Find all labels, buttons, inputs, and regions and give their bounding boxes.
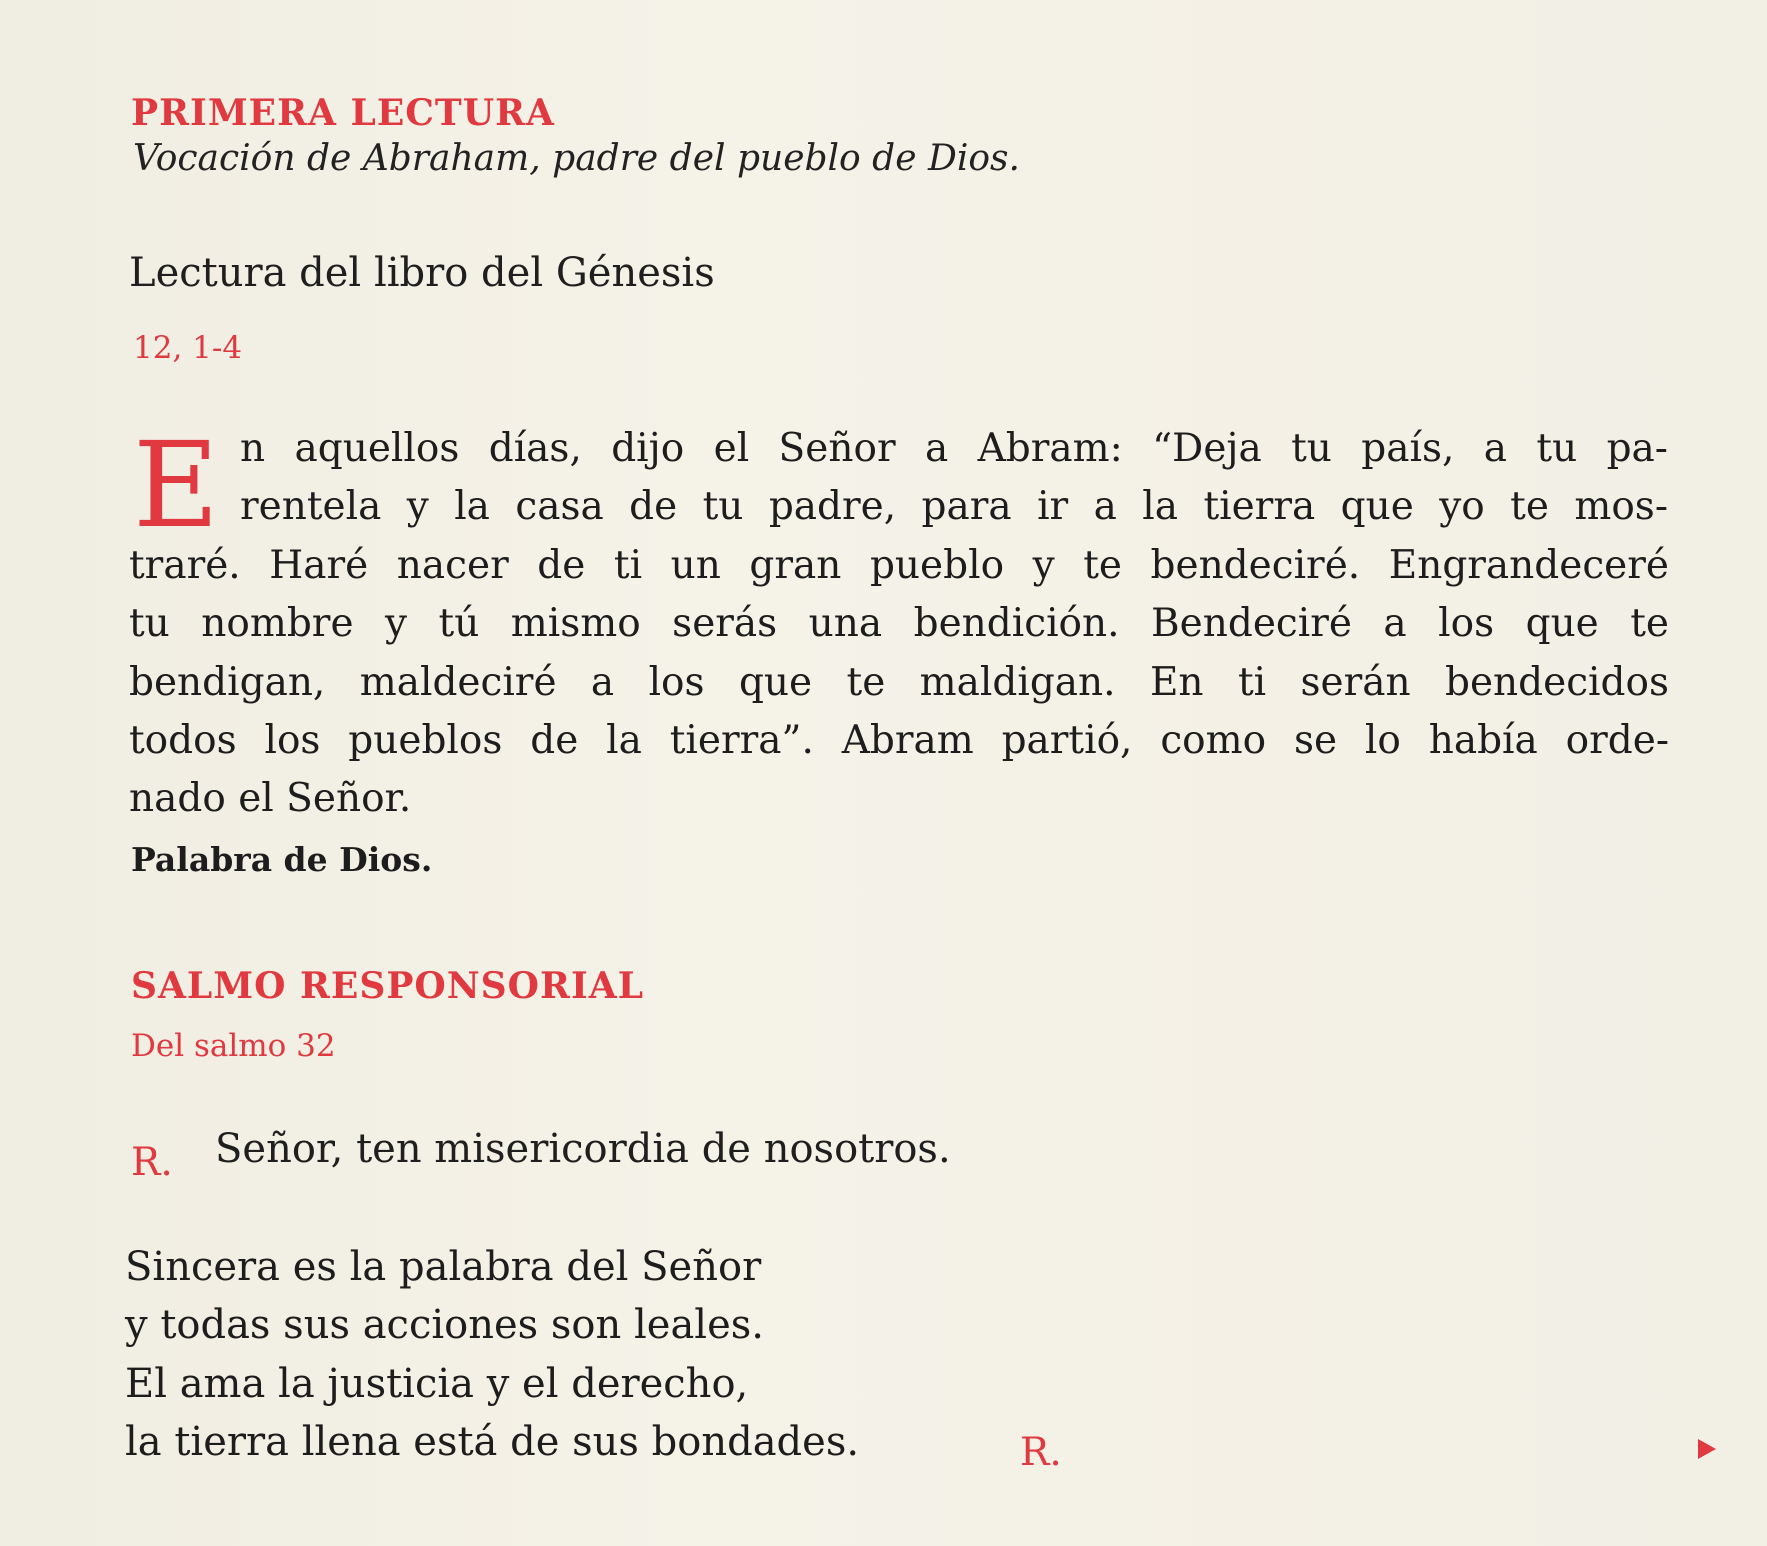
psalm-line-3: El ama la justicia y el derecho, [125, 1361, 749, 1407]
psalm-line-1: Sincera es la palabra del Señor [125, 1244, 762, 1290]
end-response-mark: R. [1020, 1430, 1062, 1475]
book-reference: 12, 1-4 [133, 330, 243, 366]
drop-cap: E [133, 416, 220, 554]
psalm-line-4: la tierra llena está de sus bondades. [125, 1419, 860, 1465]
continue-arrow-icon [1698, 1439, 1716, 1459]
psalm-line-2: y todas sus acciones son leales. [125, 1302, 765, 1348]
reading-line-4: tu nombre y tú mismo serás una bendición. Bendeciré a los que te [129, 601, 1669, 646]
response-mark: R. [131, 1140, 173, 1185]
reading-line-1: n aquellos días, dijo el Señor a Abram: “Deja tu país, a tu pa- [240, 426, 1668, 471]
closing-acclamation: Palabra de Dios. [131, 840, 433, 879]
reading-line-3: traré. Haré nacer de ti un gran pueblo y te bendeciré. Engrandeceré [129, 543, 1669, 588]
response-text: Señor, ten misericordia de nosotros. [215, 1126, 951, 1172]
primera-lectura-subtitle: Vocación de Abraham, padre del pueblo de Dios. [133, 138, 1020, 179]
salmo-title: SALMO RESPONSORIAL [131, 965, 645, 1007]
reading-line-2: rentela y la casa de tu padre, para ir a la tierra que yo te mos- [240, 484, 1668, 529]
reading-line-5: bendigan, maldeciré a los que te maldigan. En ti serán bendecidos [129, 660, 1669, 705]
reading-line-6: todos los pueblos de la tierra”. Abram partió, como se lo había orde- [129, 718, 1669, 763]
reading-line-7: nado el Señor. [129, 776, 412, 821]
book-heading: Lectura del libro del Génesis [129, 250, 715, 296]
salmo-reference: Del salmo 32 [131, 1028, 336, 1064]
primera-lectura-title: PRIMERA LECTURA [131, 92, 555, 134]
